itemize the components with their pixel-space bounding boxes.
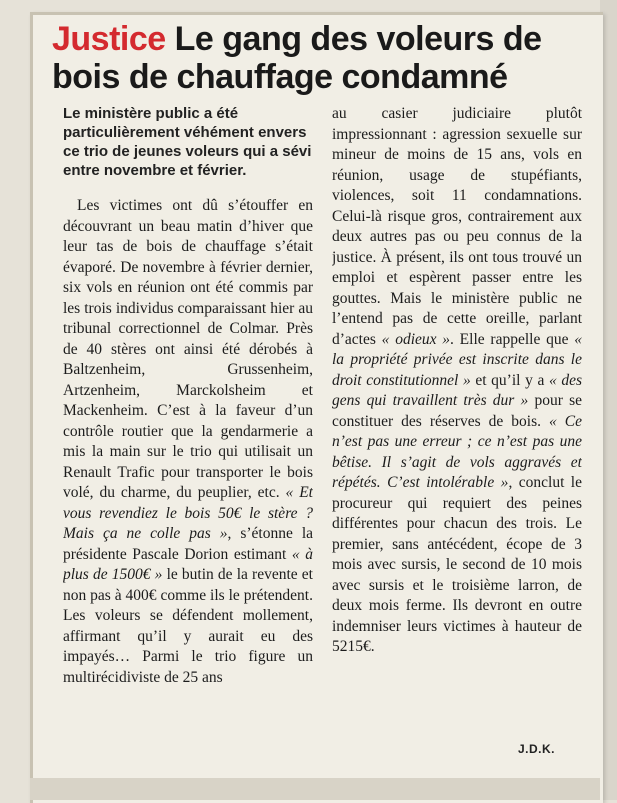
article-column-1 bbox=[63, 196, 313, 776]
quote: « Ce n’est pas une erreur ; ce n’est pas une bêtise. Il s’agit de vols aggravés et répétés. C’est intolérable » bbox=[332, 412, 582, 491]
body-text: et qu’il y a bbox=[470, 371, 549, 389]
body-text: pour se constituer des réserves de bois. bbox=[332, 392, 582, 430]
section-kicker: Justice bbox=[52, 20, 166, 58]
body-text: au casier judiciaire plutôt impressionnant : agression sexuelle sur mineur de moins de 15 ans, vols en réunion, usage de stupéfiants, violences, soit 11 condamnations. Celui-là risque gros, contrairement aux deux autres pas ou peu connus de la justice. À présent, ils ont tous trouvé un emploi et espèrent passer entre les gouttes. Mais le ministère public ne l’entend pas de cette oreille, parlant d’actes bbox=[332, 105, 582, 348]
headline bbox=[52, 20, 592, 96]
bottom-page-fold bbox=[30, 778, 600, 800]
body-text: , conclut le procureur qui requiert des peines différentes pour chacun des trois. Le premier, sans antécédent, écope de 3 mois avec sursis, le second de 10 mois avec sursis et le troisième larron, de deux mois ferme. Ils devront en outre indemniser leurs victimes à hauteur de 5215€. bbox=[332, 474, 582, 655]
quote: « la propriété privée est inscrite dans le droit constitutionnel » bbox=[332, 330, 582, 389]
body-paragraph bbox=[63, 196, 313, 688]
quote: « à plus de 1500€ » bbox=[63, 545, 313, 583]
body-text: , s’étonne la présidente Pascale Dorion estimant bbox=[63, 525, 313, 563]
body-text: . Elle rappelle que bbox=[450, 330, 575, 348]
body-paragraph bbox=[332, 104, 582, 658]
quote: « odieux » bbox=[381, 330, 451, 348]
body-text: Les victimes ont dû s’étouffer en découvrant un beau matin d’hiver que leur tas de bois de chauffage s’était évaporé. De novembre à février dernier, six vols en réunion ont été commis par les trois individus comparaissant hier au tribunal correctionnel de Colmar. Près de 40 stères ont ainsi été dérobés à Baltzenheim, Grussenheim, Artzenheim, Marckolsheim et Mackenheim. C’est à la faveur d’un contrôle routier que la gendarmerie a mis la main sur le trio qui utilisait un Renault Trafic pour transporter le bois volé, du charme, du peuplier, etc. bbox=[63, 197, 313, 501]
quote: « des gens qui travaillent très dur » bbox=[332, 371, 582, 409]
lead-paragraph: Le ministère public a été particulièrement véhément envers ce trio de jeunes voleurs qui a sévi entre novembre et février. bbox=[63, 105, 312, 179]
quote: « Et vous revendiez le bois 50€ le stère ? Mais ça ne colle pas » bbox=[63, 484, 313, 542]
body-text: le butin de la revente et non pas à 400€ comme ils le prétendent. Les voleurs se défendent mollement, affirmant qu’il y aurait eu des impayés… Parmi le trio figure un multirécidiviste de 25 ans bbox=[63, 566, 313, 686]
author-signature: J.D.K. bbox=[518, 742, 556, 756]
article-column-2 bbox=[332, 104, 582, 754]
headline-title: Le gang des voleurs de bois de chauffage condamné bbox=[52, 20, 542, 96]
